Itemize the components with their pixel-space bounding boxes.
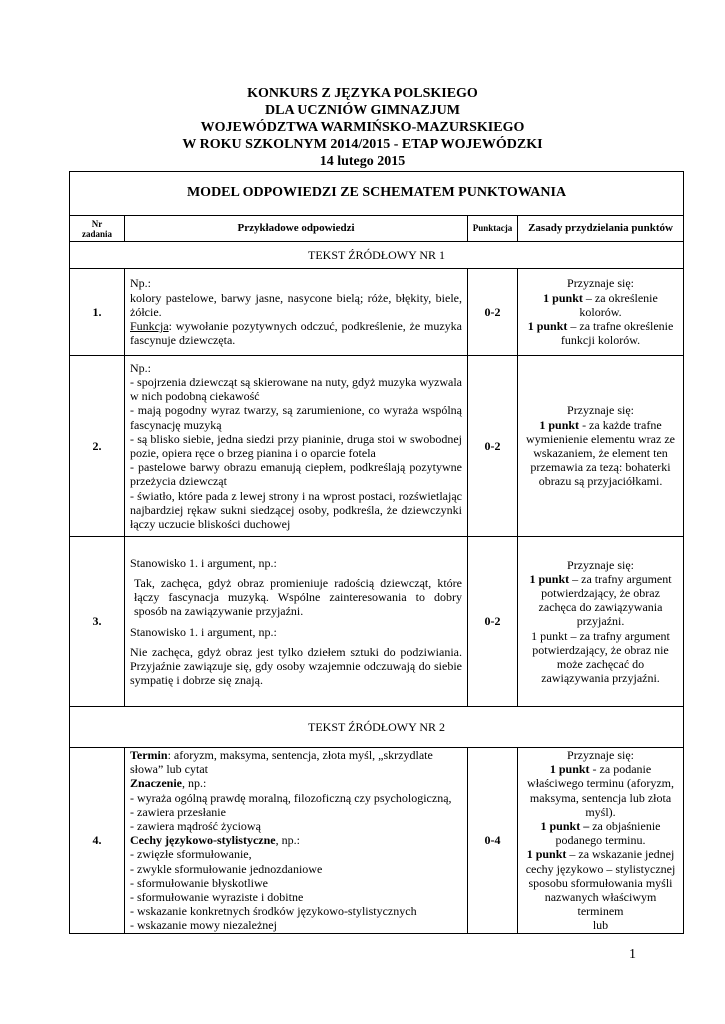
rules-points: 1 punkt –: [540, 819, 590, 834]
answer-label: Funkcja: [130, 319, 169, 334]
task-number: 4.: [70, 748, 125, 934]
answer-line: - zawiera mądrość życiową: [130, 819, 261, 834]
answer-line: [130, 319, 462, 347]
rules-line: [523, 319, 678, 347]
rules-line: [523, 418, 678, 489]
answer-line: [130, 776, 462, 790]
answer-line: - wskazanie konkretnych środków językowo-stylistycznych: [130, 904, 417, 919]
task-answer: [125, 537, 468, 707]
rules-line: [523, 847, 678, 918]
rules-text: – za trafny argument potwierdzający, że obraz zachęca do zawiązywania przyjaźni.: [538, 571, 672, 629]
table-row: [70, 269, 684, 356]
answer-line: Np.:: [130, 360, 151, 375]
answer-label: Znaczenie: [130, 776, 182, 791]
task-rules: [518, 356, 684, 537]
header-line: WOJEWÓDZTWA WARMIŃSKO-MAZURSKIEGO: [200, 120, 525, 135]
rules-line: [523, 819, 678, 847]
rules-line: [523, 762, 678, 819]
rules-line: [523, 291, 678, 319]
rules-points: 1 punkt: [539, 417, 580, 432]
rules-text: – za określenie kolorów.: [579, 290, 658, 319]
answer-line: Stanowisko 1. i argument, np.:: [130, 555, 277, 570]
answer-line: - mają pogodny wyraz twarzy, są zarumienione, co wyraża wspólną fascynację muzyką: [130, 403, 462, 432]
answer-line: Tak, zachęca, gdyż obraz promieniuje radością dziewcząt, które łączy fascynacja muzyką. Wspólne zainteresowania to dobry sposób na zawiązywanie przyjaźni.: [134, 575, 462, 619]
answer-text: : aforyzm, maksyma, sentencja, złota myśl, „skrzydlate słowa” lub cytat: [130, 748, 433, 777]
rules-line: [523, 572, 678, 629]
answer-line: Nie zachęca, gdyż obraz jest tylko dziełem sztuki do podziwiania. Przyjaźnie zawiązuje się, gdy osoby wzajemnie odczuwają do siebie sympatię i dobrze się znają.: [130, 644, 462, 688]
task-rules: [518, 748, 684, 934]
document-header: [0, 85, 725, 170]
rules-line: lub: [592, 918, 609, 933]
answer-line: - wyraża ogólną prawdę moralną, filozoficzną czy psychologiczną,: [130, 790, 452, 805]
answer-line: kolory pastelowe, barwy jasne, nasycone bielą; róże, błękity, biele, żółcie.: [130, 290, 462, 319]
rules-text: za objaśnienie podanego terminu.: [555, 819, 661, 848]
task-number: 2.: [70, 356, 125, 537]
rules-line: Przyznaje się:: [567, 557, 634, 572]
rules-points: 1 punkt: [527, 319, 568, 334]
answer-text: , np.:: [182, 776, 207, 791]
task-answer: [125, 269, 468, 356]
task-number: 3.: [70, 537, 125, 707]
answer-line: Stanowisko 1. i argument, np.:: [130, 624, 277, 639]
section-row: [70, 242, 684, 269]
task-rules: [518, 269, 684, 356]
rules-points: 1 punkt: [526, 847, 567, 862]
answer-line: - są blisko siebie, jedna siedzi przy pianinie, druga stoi w swobodnej pozie, opiera ręce o brzeg pianina i o oparcie fotela: [130, 431, 462, 460]
answer-line: - zawiera przesłanie: [130, 804, 226, 819]
section-title-2: TEKST ŹRÓDŁOWY NR 2: [70, 707, 684, 748]
column-header-number-line1: Nr: [91, 218, 103, 229]
column-header-row: [70, 216, 684, 242]
answer-line: - sformułowanie błyskotliwe: [130, 875, 268, 890]
answer-line: [130, 833, 462, 847]
column-header-points: Punktacja: [468, 216, 518, 242]
rules-text: – za trafne określenie funkcji kolorów.: [560, 319, 674, 348]
header-line: DLA UCZNIÓW GIMNAZJUM: [265, 103, 460, 118]
section-row: [70, 707, 684, 748]
table-title: MODEL ODPOWIEDZI ZE SCHEMATEM PUNKTOWANIA: [70, 172, 684, 216]
answer-label: Termin: [130, 748, 168, 762]
answer-text: : wywołanie pozytywnych odczuć, podkreślenie, że muzyka fascynuje dziewczęta.: [130, 319, 462, 348]
rules-points: 1 punkt: [529, 571, 570, 586]
table-row: [70, 537, 684, 707]
answer-label: Cechy językowo-stylistyczne: [130, 833, 276, 848]
rules-points: 1 punkt: [543, 290, 583, 305]
rules-text: - za podanie właściwego terminu (aforyzm, maksyma, sentencja lub złota myśl).: [527, 762, 674, 819]
answer-line: Np.:: [130, 276, 151, 291]
column-header-answers: Przykładowe odpowiedzi: [125, 216, 468, 242]
answer-line: - sformułowanie wyraziste i dobitne: [130, 890, 304, 905]
task-points: 0-2: [468, 269, 518, 356]
rules-text: - za każde trafne wymienienie elementu wraz ze wskazaniem, że element ten przemawia za tezą: bohaterki obrazu są przyjaciółkami.: [526, 417, 675, 489]
answer-line: - zwykle sformułowanie jednozdaniowe: [130, 861, 323, 876]
header-line: KONKURS Z JĘZYKA POLSKIEGO: [247, 86, 478, 101]
table-row: [70, 748, 684, 934]
task-answer: [125, 356, 468, 537]
task-answer: [125, 748, 468, 934]
section-title-1: TEKST ŹRÓDŁOWY NR 1: [70, 242, 684, 269]
rules-line: 1 punkt – za trafny argument potwierdzający, że obraz nie może zachęcać do zawiązywania przyjaźni.: [531, 628, 670, 686]
header-line: 14 lutego 2015: [319, 154, 406, 169]
task-points: 0-2: [468, 537, 518, 707]
rules-line: Przyznaje się:: [567, 403, 634, 418]
task-rules: [518, 537, 684, 707]
column-header-number: [70, 216, 125, 242]
rules-line: Przyznaje się:: [567, 276, 634, 291]
answer-text: , np.:: [275, 833, 300, 848]
column-header-rules: Zasady przydzielania punktów: [518, 216, 684, 242]
column-header-number-line2: zadania: [81, 228, 112, 239]
rules-points: 1 punkt: [549, 762, 590, 777]
page-number: 1: [629, 947, 636, 962]
answer-line: - zwięzłe sformułowanie,: [130, 847, 252, 862]
task-number: 1.: [70, 269, 125, 356]
answer-key-table: [69, 171, 684, 934]
rules-text: – za wskazanie jednej cechy językowo – stylistycznej sposobu sformułowania myśli nazwanych właściwym terminem: [525, 847, 676, 919]
task-points: 0-4: [468, 748, 518, 934]
answer-line: - spojrzenia dziewcząt są skierowane na nuty, gdyż muzyka wyzwala w nich podobną ciekawość: [130, 374, 462, 404]
table-row: [70, 356, 684, 537]
header-line: W ROKU SZKOLNYM 2014/2015 - ETAP WOJEWÓDZKI: [182, 137, 543, 152]
answer-line: - wskazanie mowy niezależnej: [130, 918, 277, 933]
answer-line: [130, 748, 462, 776]
answer-line: - pastelowe barwy obrazu emanują ciepłem, podkreślają pozytywne przeżycia dziewcząt: [130, 460, 462, 489]
rules-line: Przyznaje się:: [567, 748, 634, 762]
answer-line: - światło, które pada z lewej strony i na wprost postaci, rozświetlając najbardziej rękaw sukni siedzącej osoby, podkreśla, że dziewczynki łączy uczucie bliskości duchowej: [130, 488, 462, 532]
task-points: 0-2: [468, 356, 518, 537]
